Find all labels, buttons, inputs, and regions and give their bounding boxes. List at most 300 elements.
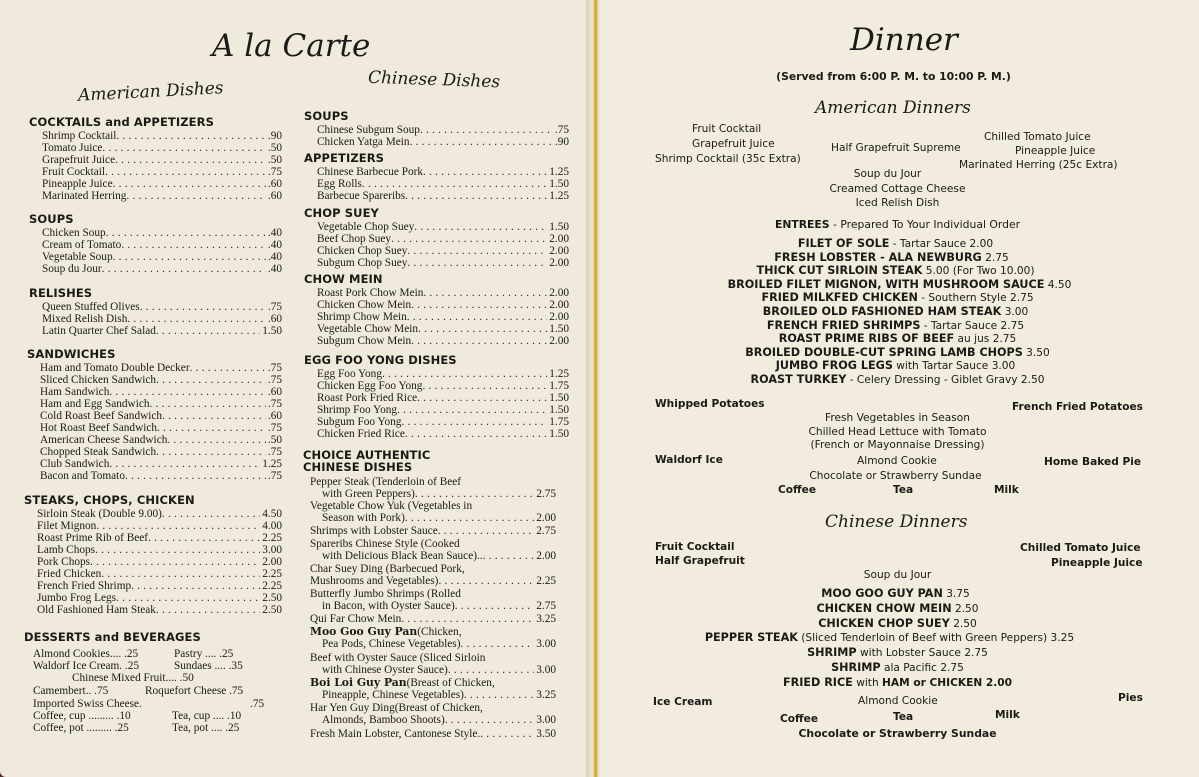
authentic-price: 3.00: [536, 714, 556, 726]
a-la-carte-title: A la Carte: [212, 28, 371, 64]
item-price: .75: [267, 398, 282, 410]
authentic-header-2: CHINESE DISHES: [303, 460, 413, 474]
item-name: Jumbo Frog Legs: [37, 592, 117, 604]
menu-item: [42, 154, 282, 166]
authentic-text: Season with Pork): [322, 512, 405, 524]
authentic-text: with Delicious Black Bean Sauce)..: [322, 550, 483, 562]
dot-leader: [109, 386, 266, 398]
authentic-line: [310, 677, 556, 689]
entree-price: 2.50: [953, 617, 977, 630]
a-la-carte-page: [0, 0, 590, 777]
french-fried-potatoes: French Fried Potatoes: [1012, 401, 1143, 413]
menu-item: [42, 142, 282, 154]
entree-price: 3.00: [991, 360, 1016, 373]
dot-leader: [167, 434, 266, 446]
dot-leader: [148, 532, 260, 544]
item-name: Sliced Chicken Sandwich: [40, 374, 157, 386]
entree-name: FRENCH FRIED SHRIMPS: [766, 318, 921, 332]
item-name: Roast Pork Chow Mein: [317, 287, 424, 299]
item-name: Pork Chops: [37, 556, 91, 568]
menu-item: [40, 446, 282, 458]
grapefruit-juice: Grapefruit Juice: [692, 138, 775, 150]
entree-name: SHRIMP: [807, 646, 857, 660]
item-name: Queen Stuffed Olives: [42, 301, 140, 313]
item-name: Fruit Cocktail: [42, 166, 106, 178]
authentic-line: [322, 664, 556, 676]
authentic-price: 2.25: [536, 575, 556, 587]
chilled-lettuce: Chilled Head Lettuce with Tomato: [808, 426, 987, 438]
dot-leader: [401, 416, 547, 428]
item-price: 2.25: [262, 580, 282, 592]
authentic-line: [322, 714, 556, 726]
dot-leader: [115, 154, 266, 166]
entree-detail: with: [852, 676, 883, 689]
item-price: .75: [554, 124, 569, 136]
item-name: Shrimp Chow Mein: [317, 311, 407, 323]
item-price: .75: [267, 470, 282, 482]
menu-item: [37, 532, 282, 544]
authentic-text: Qui Far Chow Mein: [310, 613, 402, 625]
dessert-line: Tea, cup .... .10: [172, 710, 242, 722]
authentic-text: Butterfly Jumbo Shrimps (Rolled: [310, 588, 461, 600]
dot-leader: [102, 263, 266, 275]
menu-item: [42, 239, 282, 251]
authentic-line: [322, 512, 556, 524]
dessert-line: Imported Swiss Cheese.: [33, 698, 142, 710]
c-ice-cream: Ice Cream: [653, 696, 713, 708]
entree-name: MOO GOO GUY PAN: [821, 587, 943, 600]
entree-name: FRIED RICE: [782, 675, 853, 689]
entree-price: 2.50: [954, 602, 979, 615]
c-coffee: Coffee: [780, 713, 819, 725]
c-appetizers-header: APPETIZERS: [304, 151, 385, 165]
entree-detail: - Tartar Sauce: [889, 238, 970, 250]
authentic-text: Fresh Main Lobster, Cantonese Style.: [310, 728, 481, 740]
dot-leader: [415, 488, 534, 500]
menu-item: [317, 221, 569, 233]
menu-item: [317, 368, 569, 380]
entree-name: ROAST TURKEY: [750, 373, 847, 386]
item-price: 1.75: [549, 416, 569, 428]
dot-leader: [422, 380, 547, 392]
authentic-line: [322, 550, 556, 562]
authentic-line: [310, 702, 556, 714]
item-price: .40: [267, 263, 282, 275]
item-name: Ham Sandwich: [40, 386, 110, 398]
entree-name: BROILED OLD FASHIONED HAM STEAK: [762, 305, 1002, 318]
dessert-line: Roquefort Cheese .75: [145, 685, 244, 697]
c-egg-foo-yong-header: EGG FOO YONG DISHES: [304, 353, 457, 367]
item-price: 1.25: [262, 458, 282, 470]
fruit-cocktail: Fruit Cocktail: [692, 123, 762, 135]
dot-leader: [480, 728, 534, 740]
menu-item: [40, 434, 282, 446]
item-name: Chicken Chop Suey: [317, 245, 408, 257]
item-name: Bacon and Tomato: [40, 470, 125, 482]
dot-leader: [156, 604, 260, 616]
item-name: Beef Chop Suey: [317, 233, 392, 245]
item-name: Egg Foo Yong: [317, 368, 382, 380]
authentic-line: [310, 500, 556, 512]
item-name: Pineapple Juice: [42, 178, 113, 190]
item-name: Barbecue Spareribs: [317, 190, 406, 202]
entree-name: FILET OF SOLE: [797, 237, 890, 250]
entree-name: BROILED DOUBLE-CUT SPRING LAMB CHOPS: [745, 345, 1023, 359]
entree-price: 4.50: [1047, 278, 1072, 291]
menu-item: [42, 178, 282, 190]
authentic-line: [322, 488, 556, 500]
dot-leader: [190, 362, 266, 374]
item-price: 2.25: [262, 568, 282, 580]
authentic-text: Mushrooms and Vegetables): [310, 575, 439, 587]
entree-price: HAM or CHICKEN 2.00: [882, 676, 1013, 689]
item-price: 1.50: [549, 323, 569, 335]
served-hours: (Served from 6:00 P. M. to 10:00 P. M.): [776, 70, 1011, 83]
menu-item: [317, 416, 569, 428]
item-name: Fried Chicken: [37, 568, 102, 580]
dot-leader: [423, 287, 547, 299]
menu-item: [317, 299, 569, 311]
c-sundae: Chocolate or Strawberry Sundae: [798, 727, 997, 740]
item-price: .50: [267, 154, 282, 166]
menu-item: [317, 335, 569, 347]
menu-item: [317, 245, 569, 257]
entree-price: 2.75: [964, 647, 988, 660]
item-name: French Fried Shrimp: [37, 580, 132, 592]
menu-item: [40, 374, 282, 386]
authentic-text: with Green Peppers): [322, 488, 415, 500]
steaks-header: STEAKS, CHOPS, CHICKEN: [24, 493, 195, 507]
item-price: .75: [267, 301, 282, 313]
authentic-price: 2.00: [536, 550, 556, 562]
item-name: Subgum Chop Suey: [317, 257, 408, 269]
item-price: 2.00: [549, 257, 569, 269]
entree-detail: (Sliced Tenderloin of Beef with Green Peppers): [797, 632, 1051, 645]
item-price: .60: [267, 386, 282, 398]
authentic-text: Almonds, Bamboo Shoots): [322, 714, 445, 726]
item-price: .75: [267, 362, 282, 374]
entree-line: [596, 359, 1195, 372]
entree-name: JUMBO FROG LEGS: [775, 359, 893, 373]
authentic-note: (Breast of Chicken,: [406, 677, 495, 689]
entree-price: 2.75: [1009, 292, 1034, 305]
authentic-line: [322, 638, 556, 650]
dot-leader: [445, 714, 535, 726]
menu-item: [317, 257, 569, 269]
menu-item: [37, 568, 282, 580]
iced-relish-dish: Iced Relish Dish: [855, 197, 940, 209]
authentic-text: Boi Loi Guy Pan: [310, 676, 407, 689]
item-name: Vegetable Soup: [42, 251, 113, 263]
entree-price: 2.75: [992, 333, 1017, 346]
entree-detail: ala Pacific: [880, 662, 941, 674]
item-price: 1.50: [549, 392, 569, 404]
sundae: Chocolate or Strawberry Sundae: [809, 470, 982, 482]
dot-leader: [131, 580, 260, 592]
entree-detail: 5.00 (For Two 10.00): [922, 265, 1035, 278]
item-price: .60: [267, 410, 282, 422]
entree-name: CHICKEN CHOW MEIN: [816, 601, 952, 615]
item-name: Chicken Chow Mein: [317, 299, 412, 311]
entree-name: ROAST PRIME RIBS OF BEEF: [778, 332, 955, 346]
dot-leader: [401, 613, 534, 625]
menu-item: [42, 166, 282, 178]
c-chilled-tomato: Chilled Tomato Juice: [1020, 542, 1141, 554]
dot-leader: [455, 600, 535, 612]
entree-name: CHICKEN CHOP SUEY: [818, 616, 950, 630]
dot-leader: [113, 178, 266, 190]
item-price: .40: [267, 227, 282, 239]
dot-leader: [407, 257, 547, 269]
dessert-line: Chinese Mixed Fruit.... .50: [72, 672, 194, 684]
cocktails-header: COCKTAILS and APPETIZERS: [29, 115, 214, 129]
american-dinners-heading: American Dinners: [815, 98, 971, 118]
menu-item: [40, 398, 282, 410]
waldorf-ice: Waldorf Ice: [655, 454, 723, 466]
menu-item: [317, 404, 569, 416]
entree-line: [592, 251, 1191, 264]
item-price: 2.50: [262, 604, 282, 616]
authentic-note: (Chicken,: [417, 626, 462, 638]
dot-leader: [96, 520, 260, 532]
entree-line: [598, 661, 1197, 674]
entree-line: [598, 617, 1197, 630]
entree-line: [598, 646, 1197, 659]
dot-leader: [162, 410, 266, 422]
authentic-price: 3.25: [536, 689, 556, 701]
item-price: .75: [267, 422, 282, 434]
item-name: Marinated Herring: [42, 190, 127, 202]
dot-leader: [95, 544, 260, 556]
dessert-line: Sundaes .... .35: [174, 660, 243, 672]
dot-leader: [126, 190, 265, 202]
dot-leader: [140, 301, 266, 313]
entree-price: 3.75: [946, 588, 970, 600]
dot-leader: [109, 458, 260, 470]
menu-item: [40, 386, 282, 398]
c-soups-header: SOUPS: [304, 109, 349, 123]
menu-item: [42, 130, 282, 142]
item-name: Club Sandwich: [40, 458, 110, 470]
item-price: 1.50: [549, 428, 569, 440]
entree-line: [596, 319, 1195, 332]
item-price: 3.00: [262, 544, 282, 556]
menu-item: [40, 470, 282, 482]
item-name: Vegetable Chow Mein: [317, 323, 419, 335]
authentic-text: Moo Goo Guy Pan: [310, 625, 418, 638]
menu-item: [42, 190, 282, 202]
menu-item: [317, 287, 569, 299]
half-grapefruit-supreme: Half Grapefruit Supreme: [831, 142, 961, 154]
item-name: Chicken Fried Rice: [317, 428, 405, 440]
item-name: Lamb Chops: [37, 544, 96, 556]
chinese-dinners-heading: Chinese Dinners: [825, 512, 968, 532]
desserts-header: DESSERTS and BEVERAGES: [24, 630, 201, 644]
item-price: 1.75: [549, 380, 569, 392]
authentic-line: [310, 538, 556, 550]
dot-leader: [391, 233, 547, 245]
relishes-header: RELISHES: [29, 286, 93, 300]
chinese-dishes-heading: Chinese Dishes: [367, 67, 501, 93]
dot-leader: [483, 550, 535, 562]
dot-leader: [411, 335, 547, 347]
dot-leader: [438, 575, 534, 587]
coffee: Coffee: [778, 484, 817, 496]
authentic-line: [322, 600, 556, 612]
entree-line: [598, 332, 1197, 345]
item-price: .50: [267, 142, 282, 154]
fresh-vegetables: Fresh Vegetables in Season: [825, 412, 970, 424]
c-pies: Pies: [1118, 692, 1143, 704]
dot-leader: [405, 428, 547, 440]
entrees-heading: [598, 218, 1197, 231]
menu-item: [317, 166, 569, 178]
entree-price: 3.50: [1026, 346, 1050, 359]
authentic-text: Pea Pods, Chinese Vegetables): [322, 638, 461, 650]
item-name: Ham and Tomato Double Decker: [40, 362, 190, 374]
authentic-text: with Chinese Oyster Sauce): [322, 664, 448, 676]
item-name: Sirloin Steak (Double 9.00): [37, 508, 162, 520]
dot-leader: [420, 124, 553, 136]
entree-price: 2.50: [1020, 374, 1045, 386]
dot-leader: [121, 239, 266, 251]
item-name: Roast Pork Fried Rice: [317, 392, 418, 404]
entree-name: FRIED MILKFED CHICKEN: [761, 291, 918, 305]
c-half-grapefruit: Half Grapefruit: [655, 555, 745, 567]
entree-line: [598, 602, 1197, 615]
dot-leader: [113, 251, 266, 263]
entree-price: 2.00: [969, 238, 994, 250]
entree-name: SHRIMP: [831, 661, 881, 674]
dot-leader: [157, 422, 266, 434]
entree-detail: with Lobster Sauce: [856, 647, 965, 660]
authentic-price: 3.25: [536, 613, 556, 625]
item-name: Chinese Subgum Soup: [317, 124, 420, 136]
entree-line: [596, 305, 1195, 318]
almond-cookie: Almond Cookie: [857, 455, 937, 467]
entree-line: [596, 587, 1195, 600]
authentic-text: Char Suey Ding (Barbecued Pork,: [310, 563, 465, 575]
item-price: .50: [267, 434, 282, 446]
authentic-line: [310, 652, 556, 664]
item-name: Ham and Egg Sandwich: [40, 398, 150, 410]
milk: Milk: [994, 484, 1019, 496]
dinner-title: Dinner: [850, 22, 958, 58]
item-price: .40: [267, 239, 282, 251]
item-price: 2.00: [549, 311, 569, 323]
entree-line: [598, 346, 1197, 359]
entree-detail: - Celery Dressing - Giblet Gravy: [846, 374, 1021, 386]
menu-item: [42, 301, 282, 313]
dot-leader: [464, 689, 534, 701]
menu-item: [37, 508, 282, 520]
authentic-price: 2.75: [536, 525, 556, 537]
menu-item: [40, 410, 282, 422]
item-name: Filet Mignon: [37, 520, 97, 532]
entree-price: 2.75: [985, 251, 1009, 264]
dessert-line: Waldorf Ice Cream. .25: [33, 660, 140, 672]
american-dishes-heading: American Dishes: [77, 78, 224, 106]
dot-leader: [410, 136, 553, 148]
entrees-label: ENTREES: [774, 218, 830, 231]
c-tea: Tea: [893, 711, 914, 723]
item-price: 1.50: [549, 404, 569, 416]
home-baked-pie: Home Baked Pie: [1044, 456, 1142, 468]
item-name: Chicken Egg Foo Yong: [317, 380, 423, 392]
dot-leader: [417, 392, 547, 404]
entree-detail: - Tartar Sauce: [920, 319, 1001, 332]
entree-line: [590, 631, 1189, 644]
item-name: Soup du Jour: [42, 263, 102, 275]
item-price: .60: [267, 190, 282, 202]
dot-leader: [460, 638, 534, 650]
menu-item: [317, 190, 569, 202]
entree-line: [598, 676, 1197, 689]
menu-item: [42, 227, 282, 239]
dot-leader: [414, 221, 547, 233]
authentic-text: Har Yen Guy Ding(Breast of Chicken,: [310, 702, 483, 714]
authentic-line: [310, 525, 556, 537]
item-name: Shrimp Cocktail: [42, 130, 117, 142]
dot-leader: [382, 368, 547, 380]
c-chow-mein-header: CHOW MEIN: [304, 272, 383, 286]
shrimp-cocktail: Shrimp Cocktail (35c Extra): [655, 153, 801, 165]
dot-leader: [156, 374, 266, 386]
dressing-note: (French or Mayonnaise Dressing): [810, 439, 985, 451]
menu-item: [42, 325, 282, 337]
whipped-potatoes: Whipped Potatoes: [655, 398, 765, 410]
item-price: 1.25: [549, 368, 569, 380]
authentic-price: 2.75: [536, 600, 556, 612]
item-name: Roast Prime Rib of Beef: [37, 532, 149, 544]
item-name: Mixed Relish Dish: [42, 313, 128, 325]
menu-item: [37, 604, 282, 616]
entree-name: FRESH LOBSTER - ALA NEWBURG: [774, 250, 982, 264]
dot-leader: [397, 404, 547, 416]
dot-leader: [102, 142, 265, 154]
item-name: Subgum Chow Mein: [317, 335, 412, 347]
dot-leader: [127, 313, 266, 325]
dot-leader: [418, 323, 547, 335]
menu-item: [40, 422, 282, 434]
menu-item: [37, 520, 282, 532]
c-fruit-cocktail: Fruit Cocktail: [655, 541, 735, 553]
item-name: Subgum Foo Yong: [317, 416, 402, 428]
authentic-text: Vegetable Chow Yuk (Vegetables in: [310, 500, 473, 512]
item-price: .75: [267, 374, 282, 386]
dot-leader: [105, 166, 266, 178]
dinner-page: [600, 0, 1199, 777]
entree-detail: with Tartar Sauce: [892, 360, 992, 373]
entree-line: [598, 291, 1197, 304]
dot-leader: [448, 664, 534, 676]
dessert-line: Camembert.. .75: [33, 685, 109, 697]
dot-leader: [162, 508, 260, 520]
dot-leader: [90, 556, 260, 568]
entree-line: [598, 373, 1197, 386]
authentic-header-1: CHOICE AUTHENTIC: [303, 448, 431, 462]
item-price: 2.25: [262, 532, 282, 544]
entree-detail: au jus: [954, 333, 993, 346]
c-soup: Soup du Jour: [863, 569, 932, 581]
authentic-text: Spareribs Chinese Style (Cooked: [310, 538, 460, 550]
pineapple-juice: Pineapple Juice: [1015, 145, 1096, 157]
item-name: Chicken Soup: [42, 227, 106, 239]
authentic-price: 2.75: [536, 488, 556, 500]
menu-item: [317, 136, 569, 148]
entree-price: 3.25: [1050, 632, 1075, 645]
item-price: 2.00: [549, 233, 569, 245]
